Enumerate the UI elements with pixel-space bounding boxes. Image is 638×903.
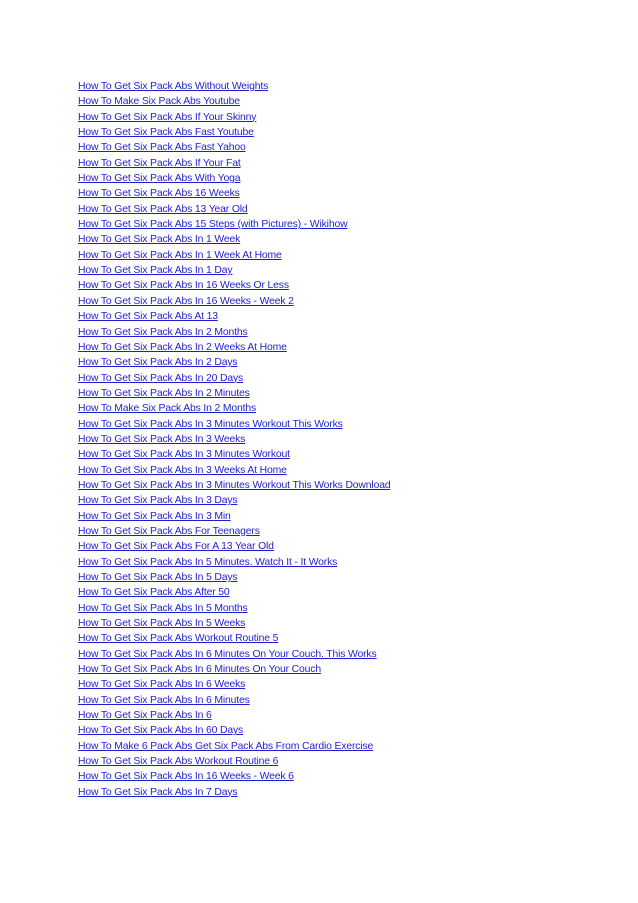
list-item (78, 138, 390, 153)
list-item (78, 369, 390, 384)
list-item (78, 522, 390, 537)
list-item (78, 399, 390, 414)
list-item (78, 675, 390, 690)
link[interactable]: How To Get Six Pack Abs In 16 Weeks - Week 6 (78, 771, 294, 783)
list-item (78, 537, 390, 552)
link[interactable]: How To Get Six Pack Abs In 16 Weeks - Week 2 (78, 295, 294, 307)
link[interactable]: How To Get Six Pack Abs 13 Year Old (78, 203, 248, 215)
link[interactable]: How To Get Six Pack Abs In 3 Minutes Workout This Works Download (78, 479, 391, 491)
link[interactable]: How To Get Six Pack Abs In 60 Days (78, 725, 244, 737)
list-item (78, 445, 390, 460)
list-item (78, 583, 390, 598)
list-item (78, 169, 390, 184)
list-item (78, 415, 390, 430)
list-item (78, 384, 390, 399)
list-item (78, 599, 390, 614)
list-item (78, 507, 390, 522)
link[interactable]: How To Get Six Pack Abs In 6 Minutes (78, 694, 250, 706)
link[interactable]: How To Get Six Pack Abs In 3 Weeks (78, 433, 246, 445)
link[interactable]: How To Get Six Pack Abs If Your Skinny (78, 111, 257, 123)
list-item (78, 767, 390, 782)
list-item (78, 629, 390, 644)
list-item (78, 706, 390, 721)
link[interactable]: How To Get Six Pack Abs In 1 Week At Home (78, 249, 282, 261)
link[interactable]: How To Get Six Pack Abs At 13 (78, 311, 218, 323)
list-item (78, 184, 390, 199)
link[interactable]: How To Get Six Pack Abs In 6 (78, 710, 212, 722)
list-item (78, 553, 390, 568)
link[interactable]: How To Get Six Pack Abs In 3 Weeks At Home (78, 464, 287, 476)
link[interactable]: How To Get Six Pack Abs In 5 Minutes. Watch It - It Works (78, 556, 338, 568)
link[interactable]: How To Make 6 Pack Abs Get Six Pack Abs From Cardio Exercise (78, 740, 374, 752)
link[interactable]: How To Make Six Pack Abs In 2 Months (78, 403, 257, 415)
list-item (78, 123, 390, 138)
link[interactable]: How To Get Six Pack Abs Fast Youtube (78, 127, 254, 139)
link[interactable]: How To Make Six Pack Abs Youtube (78, 96, 240, 108)
list-item (78, 292, 390, 307)
list-item (78, 307, 390, 322)
list-item (78, 276, 390, 291)
link-list (78, 77, 390, 798)
list-item (78, 108, 390, 123)
link[interactable]: How To Get Six Pack Abs After 50 (78, 587, 230, 599)
list-item (78, 614, 390, 629)
link[interactable]: How To Get Six Pack Abs For Teenagers (78, 525, 260, 537)
link[interactable]: How To Get Six Pack Abs In 20 Days (78, 372, 244, 384)
link[interactable]: How To Get Six Pack Abs For A 13 Year Old (78, 541, 274, 553)
link[interactable]: How To Get Six Pack Abs In 2 Days (78, 357, 238, 369)
list-item (78, 230, 390, 245)
list-item (78, 77, 390, 92)
link[interactable]: How To Get Six Pack Abs With Yoga (78, 173, 241, 185)
link[interactable]: How To Get Six Pack Abs In 1 Day (78, 265, 233, 277)
list-item (78, 737, 390, 752)
list-item (78, 246, 390, 261)
list-item (78, 154, 390, 169)
link[interactable]: How To Get Six Pack Abs In 6 Minutes On Your Couch (78, 664, 321, 676)
link[interactable]: How To Get Six Pack Abs Workout Routine 5 (78, 633, 279, 645)
list-item (78, 261, 390, 276)
link[interactable]: How To Get Six Pack Abs In 5 Weeks (78, 618, 246, 630)
list-item (78, 338, 390, 353)
list-item (78, 660, 390, 675)
link[interactable]: How To Get Six Pack Abs In 6 Weeks (78, 679, 246, 691)
link[interactable]: How To Get Six Pack Abs Workout Routine 6 (78, 756, 279, 768)
list-item (78, 92, 390, 107)
list-item (78, 353, 390, 368)
link[interactable]: How To Get Six Pack Abs In 5 Months (78, 602, 248, 614)
link[interactable]: How To Get Six Pack Abs In 3 Minutes Workout This Works (78, 418, 343, 430)
link[interactable]: How To Get Six Pack Abs In 2 Minutes (78, 387, 250, 399)
list-item (78, 752, 390, 767)
link[interactable]: How To Get Six Pack Abs In 1 Week (78, 234, 241, 246)
link[interactable]: How To Get Six Pack Abs In 6 Minutes On Your Couch. This Works (78, 648, 377, 660)
link[interactable]: How To Get Six Pack Abs If Your Fat (78, 157, 241, 169)
link[interactable]: How To Get Six Pack Abs In 2 Weeks At Home (78, 341, 287, 353)
list-item (78, 783, 390, 798)
list-item (78, 200, 390, 215)
list-item (78, 491, 390, 506)
list-item (78, 476, 390, 491)
link[interactable]: How To Get Six Pack Abs In 16 Weeks Or Less (78, 280, 289, 292)
list-item (78, 461, 390, 476)
link[interactable]: How To Get Six Pack Abs In 7 Days (78, 786, 238, 798)
list-item (78, 721, 390, 736)
list-item (78, 645, 390, 660)
link[interactable]: How To Get Six Pack Abs In 2 Months (78, 326, 248, 338)
list-item (78, 215, 390, 230)
link[interactable]: How To Get Six Pack Abs In 5 Days (78, 572, 238, 583)
link[interactable]: How To Get Six Pack Abs 16 Weeks (78, 188, 240, 200)
link[interactable]: How To Get Six Pack Abs In 3 Minutes Workout (78, 449, 290, 461)
link[interactable]: How To Get Six Pack Abs 15 Steps (with Pictures) - Wikihow (78, 219, 348, 231)
link[interactable]: How To Get Six Pack Abs In 3 Days (78, 495, 238, 507)
link[interactable]: How To Get Six Pack Abs Fast Yahoo (78, 142, 246, 154)
list-item (78, 430, 390, 445)
link[interactable]: How To Get Six Pack Abs Without Weights (78, 81, 269, 92)
list-item (78, 691, 390, 706)
list-item (78, 323, 390, 338)
list-item (78, 568, 390, 583)
link[interactable]: How To Get Six Pack Abs In 3 Min (78, 510, 231, 522)
